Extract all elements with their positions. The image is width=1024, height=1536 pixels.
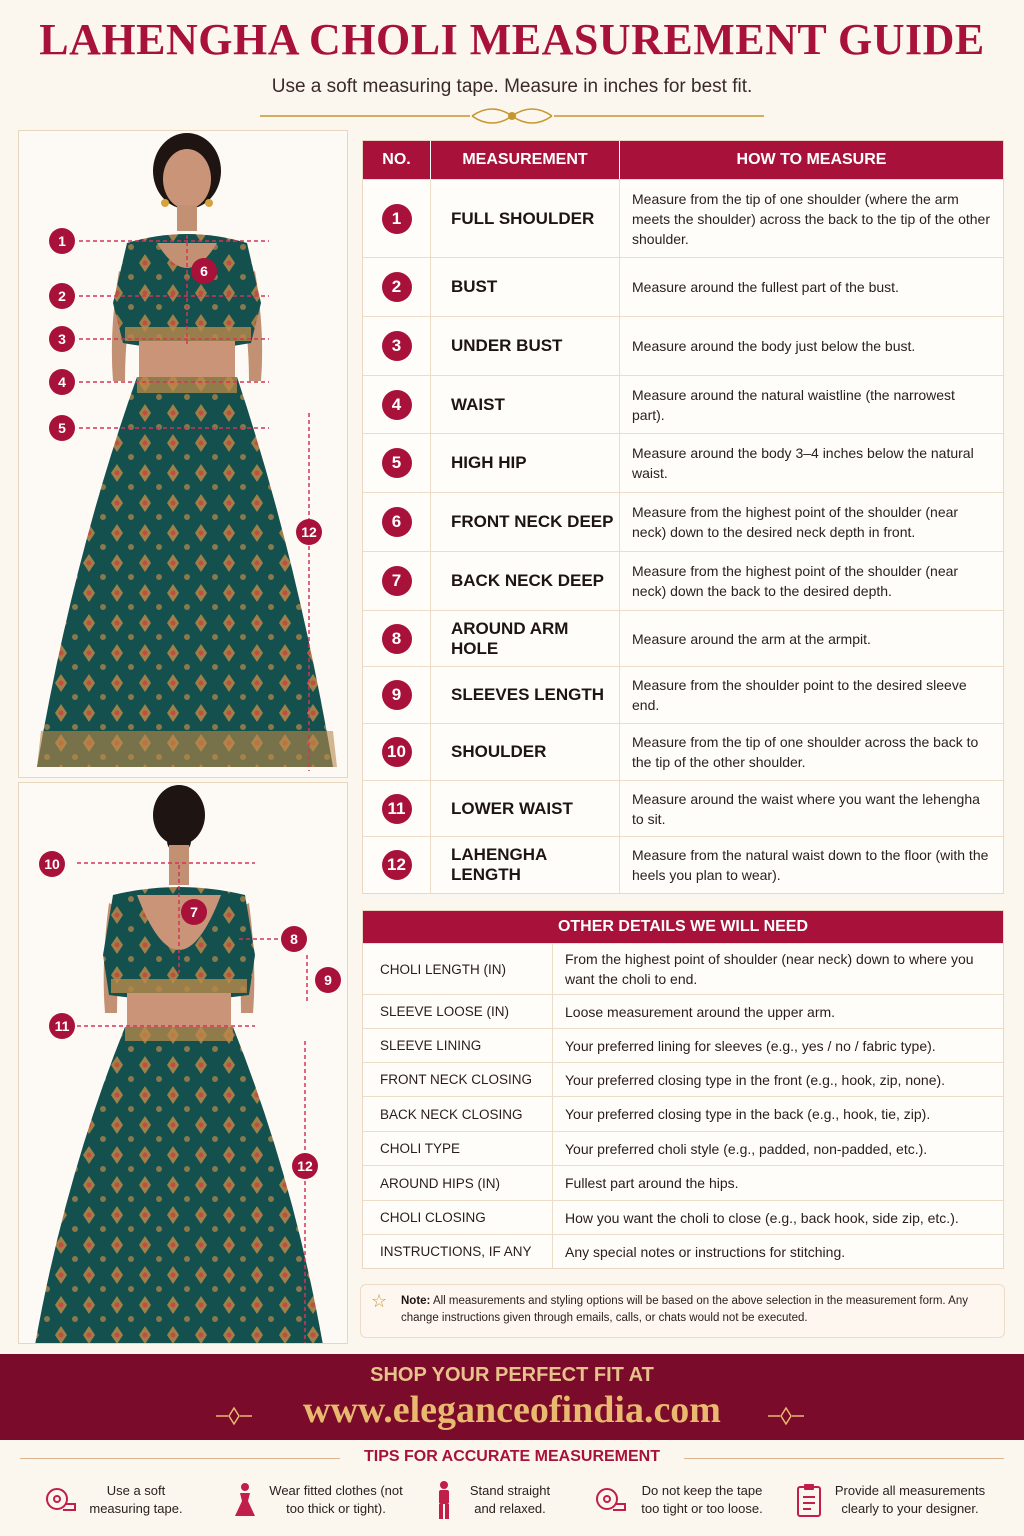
other-details-table	[362, 910, 1004, 1269]
row-number-cell	[363, 724, 431, 780]
row-number-badge: 4	[382, 390, 412, 420]
measurement-how: Measure around the natural waistline (the narrowest part).	[632, 386, 955, 423]
table-row	[363, 666, 1003, 723]
measurement-name: WAIST	[431, 376, 620, 433]
detail-description: How you want the choli to close (e.g., back hook, side zip, etc.).	[565, 1209, 959, 1226]
fitted-dress-icon	[232, 1482, 258, 1518]
page-subtitle: Use a soft measuring tape. Measure in inches for best fit.	[271, 76, 753, 97]
tip-text: Stand straight and relaxed.	[469, 1483, 551, 1516]
marker-badge: 11	[49, 1013, 75, 1039]
measurement-name: SHOULDER	[431, 724, 620, 780]
marker-badge: 4	[49, 369, 75, 395]
row-number-badge: 11	[382, 794, 412, 824]
detail-label: INSTRUCTIONS, IF ANY	[363, 1235, 553, 1268]
column-header-how: HOW TO MEASURE	[736, 151, 887, 168]
measurement-how: Measure from the natural waist down to the floor (with the heels you plan to wear).	[632, 847, 989, 883]
table-row	[363, 316, 1003, 375]
measurement-name: BUST	[431, 258, 620, 316]
measurement-name: AROUND ARM HOLE	[431, 611, 620, 666]
tip-item	[44, 1476, 188, 1524]
row-number-badge: 9	[382, 680, 412, 710]
table-row	[363, 723, 1003, 780]
row-number-cell	[363, 611, 431, 666]
row-number-badge: 7	[382, 566, 412, 596]
marker-badge: 2	[49, 283, 75, 309]
detail-description: Fullest part around the hips.	[565, 1175, 739, 1191]
row-number-cell	[363, 434, 431, 492]
detail-description: Any special notes or instructions for stitching.	[565, 1243, 846, 1260]
note-label: Note:	[401, 1295, 431, 1307]
table-row	[363, 1131, 1003, 1165]
table-row	[363, 179, 1003, 257]
standing-person-icon	[434, 1480, 454, 1520]
detail-label: SLEEVE LINING	[363, 1029, 553, 1062]
ornament-divider	[260, 104, 764, 128]
detail-description: Your preferred closing type in the back (e.g., hook, tie, zip).	[565, 1106, 931, 1122]
row-number-cell	[363, 667, 431, 723]
row-number-badge: 2	[382, 272, 412, 302]
table-row	[363, 1165, 1003, 1200]
column-header-no: NO.	[363, 141, 431, 179]
measurement-how: Measure around the waist where you want the lehengha to sit.	[632, 790, 980, 827]
measurement-how: Measure from the highest point of the shoulder (near neck) down to the desired neck depth in front.	[632, 504, 959, 540]
measurement-table	[362, 140, 1004, 894]
note-text: All measurements and styling options will be based on the above selection in the measurement form. Any change instructions given through emails, calls, or chats would not be executed.	[401, 1295, 968, 1324]
detail-label: BACK NECK CLOSING	[363, 1097, 553, 1131]
row-number-badge: 3	[382, 331, 412, 361]
row-number-cell	[363, 493, 431, 551]
row-number-badge: 12	[382, 850, 412, 880]
back-view-illustration	[19, 783, 348, 1344]
row-number-badge: 10	[382, 737, 412, 767]
table-row	[363, 610, 1003, 666]
tip-text: Provide all measurements clearly to your designer.	[834, 1483, 986, 1516]
other-details-title: OTHER DETAILS WE WILL NEED	[363, 911, 1003, 943]
marker-badge: 3	[49, 326, 75, 352]
front-view-panel	[18, 130, 348, 778]
marker-badge: 9	[315, 967, 341, 993]
table-row	[363, 836, 1003, 893]
detail-description: Your preferred closing type in the front (e.g., hook, zip, none).	[565, 1071, 946, 1088]
measurement-name: LOWER WAIST	[431, 781, 620, 836]
tip-item	[594, 1476, 770, 1524]
table-row	[363, 1096, 1003, 1131]
table-row	[363, 994, 1003, 1028]
detail-description: Your preferred lining for sleeves (e.g., yes / no / fabric type).	[565, 1037, 936, 1054]
table-row	[363, 1062, 1003, 1096]
row-number-cell	[363, 376, 431, 433]
shop-label: SHOP YOUR PERFECT FIT AT	[370, 1364, 654, 1386]
front-view-illustration	[19, 131, 348, 778]
row-number-cell	[363, 258, 431, 316]
measurement-name: SLEEVES LENGTH	[431, 667, 620, 723]
row-number-cell	[363, 837, 431, 893]
measurement-how: Measure around the arm at the armpit.	[632, 630, 871, 647]
ornament-icon	[766, 1406, 806, 1426]
measurement-name: FRONT NECK DEEP	[431, 493, 620, 551]
back-view-panel	[18, 782, 348, 1344]
row-number-badge: 5	[382, 448, 412, 478]
measurement-how: Measure around the body just below the bust.	[632, 338, 916, 354]
marker-badge: 8	[281, 926, 307, 952]
table-row	[363, 257, 1003, 316]
tip-text: Do not keep the tape too tight or too loose.	[641, 1483, 763, 1516]
measurement-how: Measure from the highest point of the shoulder (near neck) down the back to the desired depth.	[632, 563, 959, 599]
tip-text: Wear fitted clothes (not too thick or tight).	[269, 1483, 403, 1516]
measurement-name: BACK NECK DEEP	[431, 552, 620, 610]
page-title: LAHENGHA CHOLI MEASUREMENT GUIDE	[39, 15, 985, 64]
detail-label: FRONT NECK CLOSING	[363, 1063, 553, 1096]
measurement-how: Measure around the body 3–4 inches below the natural waist.	[632, 445, 974, 481]
shop-banner	[0, 1354, 1024, 1440]
measurement-how: Measure around the fullest part of the bust.	[632, 279, 899, 295]
marker-badge: 7	[181, 899, 207, 925]
measurement-how: Measure from the shoulder point to the desired sleeve end.	[632, 677, 967, 713]
detail-label: AROUND HIPS (IN)	[363, 1166, 553, 1200]
detail-description: Your preferred choli style (e.g., padded, non-padded, etc.).	[565, 1140, 928, 1157]
measurement-name: UNDER BUST	[431, 317, 620, 375]
shop-url-link[interactable]: www.eleganceofindia.com	[303, 1389, 721, 1431]
measurement-how: Measure from the tip of one shoulder (where the arm meets the shoulder) across the back to the tip of the other shoulder.	[632, 190, 990, 247]
marker-badge: 12	[292, 1153, 318, 1179]
measurement-name: FULL SHOULDER	[431, 180, 620, 257]
clipboard-icon	[796, 1482, 822, 1518]
detail-label: CHOLI LENGTH (IN)	[363, 944, 553, 994]
marker-badge: 12	[296, 519, 322, 545]
detail-label: SLEEVE LOOSE (IN)	[363, 995, 553, 1028]
row-number-badge: 6	[382, 507, 412, 537]
detail-description: Loose measurement around the upper arm.	[565, 1003, 836, 1020]
row-number-cell	[363, 317, 431, 375]
table-row	[363, 1234, 1003, 1268]
row-number-cell	[363, 180, 431, 257]
tip-item	[232, 1476, 406, 1524]
marker-badge: 1	[49, 228, 75, 254]
measurement-how: Measure from the tip of one shoulder across the back to the tip of the other shoulder.	[632, 734, 979, 770]
table-row	[363, 551, 1003, 610]
table-header	[363, 141, 1003, 179]
column-header-measurement: MEASUREMENT	[431, 141, 620, 179]
tips-title: TIPS FOR ACCURATE MEASUREMENT	[364, 1448, 660, 1465]
tip-item	[434, 1476, 558, 1524]
tape-measure-icon	[594, 1484, 626, 1516]
table-row	[363, 943, 1003, 994]
note-box	[360, 1284, 1005, 1338]
table-row	[363, 1028, 1003, 1062]
tip-item	[796, 1476, 990, 1524]
detail-label: CHOLI CLOSING	[363, 1201, 553, 1234]
table-row	[363, 492, 1003, 551]
row-number-badge: 1	[382, 204, 412, 234]
table-row	[363, 433, 1003, 492]
tape-measure-icon	[44, 1484, 76, 1516]
star-icon: ☆	[371, 1291, 388, 1311]
row-number-cell	[363, 781, 431, 836]
measurement-name: HIGH HIP	[431, 434, 620, 492]
marker-badge: 6	[191, 258, 217, 284]
marker-badge: 10	[39, 851, 65, 877]
table-row	[363, 375, 1003, 433]
tip-text: Use a soft measuring tape.	[89, 1483, 183, 1516]
row-number-badge: 8	[382, 624, 412, 654]
detail-label: CHOLI TYPE	[363, 1132, 553, 1165]
table-row	[363, 780, 1003, 836]
row-number-cell	[363, 552, 431, 610]
marker-badge: 5	[49, 415, 75, 441]
measurement-name: LAHENGHA LENGTH	[431, 837, 620, 893]
divider	[684, 1458, 1004, 1459]
table-row	[363, 1200, 1003, 1234]
detail-description: From the highest point of shoulder (near neck) down to where you want the choli to end.	[565, 951, 974, 987]
